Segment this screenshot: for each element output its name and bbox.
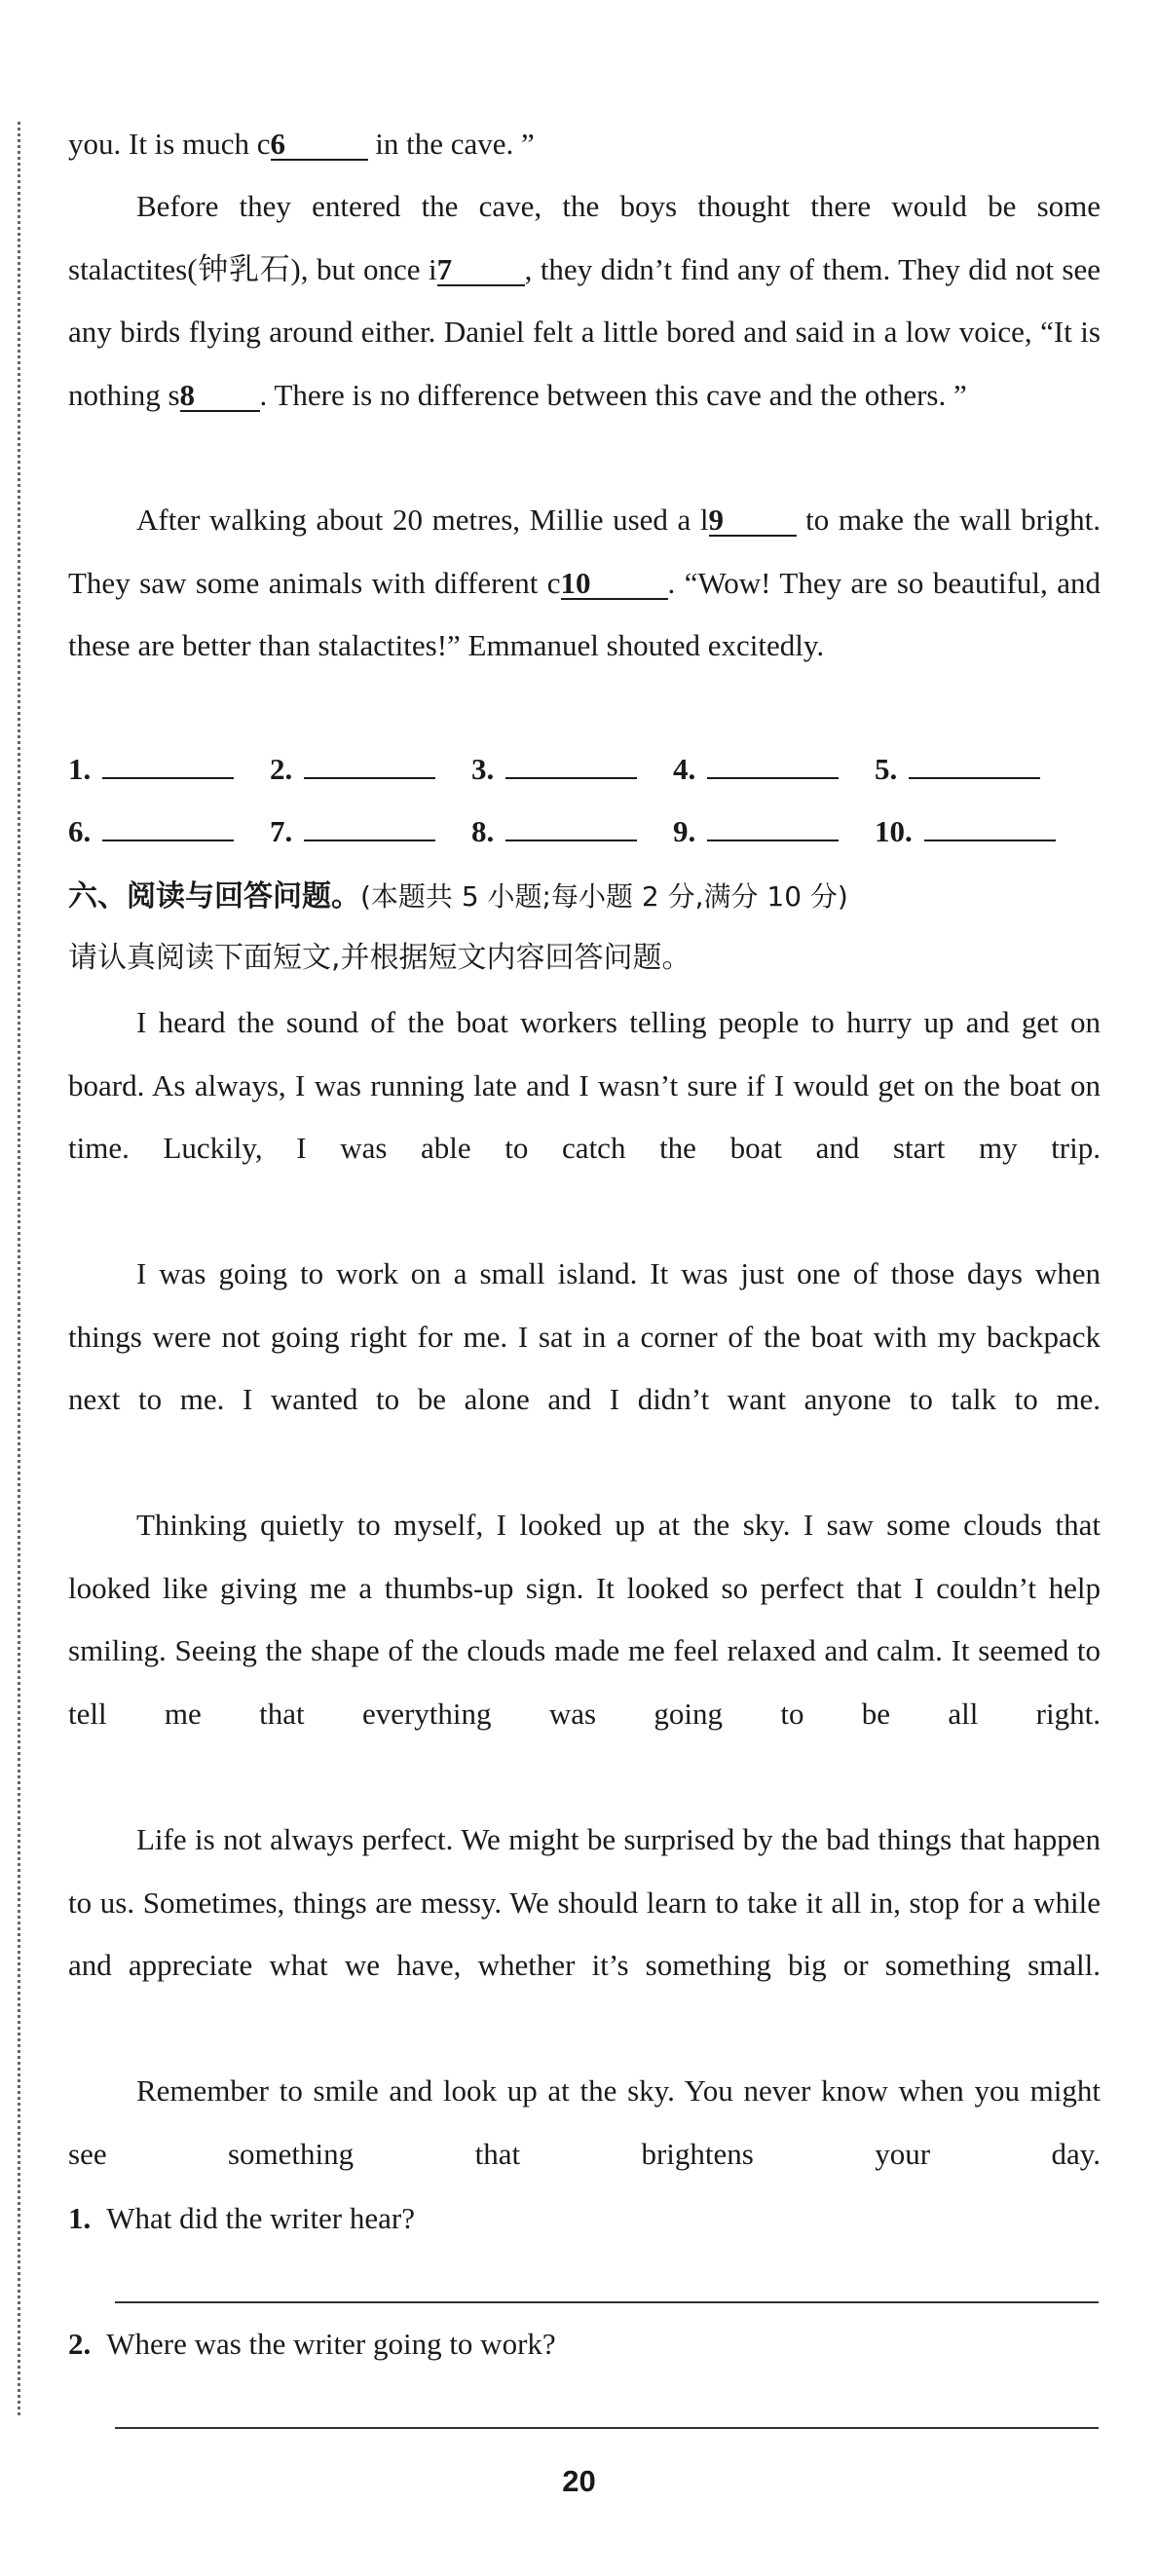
blank-7: 7: [437, 255, 525, 286]
answer-line[interactable]: [909, 748, 1040, 779]
answer-line-q1[interactable]: [115, 2301, 1099, 2303]
answer-slot[interactable]: 7.: [270, 810, 471, 849]
cloze-paragraph-2: Before they entered the cave, the boys thought there would be some stalactites(钟乳石), but once i7 , they didn’t find any of them. They did not see any birds flying around either. Daniel felt a little bored and said in a low voice, “It is nothing s8 . There is no difference between this cave and the others. ”: [68, 189, 1102, 412]
answer-slot[interactable]: 5.: [875, 748, 1076, 787]
blank-6: 6: [271, 130, 368, 161]
passage-paragraph-5: Remember to smile and look up at the sky. You never know when you might see something that brightens your day.: [68, 2073, 1101, 2171]
answer-line[interactable]: [707, 748, 839, 779]
passage-paragraph-4: Life is not always perfect. We might be surprised by the bad things that happen to us. Sometimes, things are messy. We should learn to take it all in, stop for a while and appreciate what we have, whether it’s something big or something small.: [68, 1822, 1101, 1982]
answer-line-q2[interactable]: [115, 2427, 1099, 2429]
answer-line[interactable]: [102, 748, 234, 779]
section-6-instruction: 请认真阅读下面短文,并根据短文内容回答问题。: [68, 941, 691, 975]
answer-slot[interactable]: 2.: [270, 748, 471, 787]
answer-slot[interactable]: 4.: [673, 748, 875, 787]
question-2: 2. Where was the writer going to work?: [68, 2327, 556, 2361]
answer-slot[interactable]: 3.: [471, 748, 673, 787]
passage-paragraph-3: Thinking quietly to myself, I looked up at the sky. I saw some clouds that looked like giving me a thumbs-up sign. It looked so perfect that I couldn’t help smiling. Seeing the shape of the clouds made me feel relaxed and calm. It seemed to tell me that everything was going to be all right.: [68, 1508, 1101, 1731]
passage-paragraph-1: I heard the sound of the boat workers telling people to hurry up and get on board. As always, I was running late and I wasn’t sure if I would get on the boat on time. Luckily, I was able to catch the boat and start my trip.: [68, 1005, 1101, 1165]
page-number: 20: [562, 2464, 596, 2498]
answer-slot[interactable]: 8.: [471, 810, 673, 849]
blank-9: 9: [709, 505, 797, 537]
answer-line[interactable]: [304, 748, 435, 779]
answer-slot[interactable]: 9.: [673, 810, 875, 849]
cloze-paragraph-1: you. It is much c6 in the cave. ”: [68, 127, 535, 161]
binding-margin-line: [18, 122, 20, 2415]
answer-line[interactable]: [505, 810, 637, 841]
cloze-paragraph-3: After walking about 20 metres, Millie used a l9 to make the wall bright. They saw some animals with different c10 . “Wow! They are so beautiful, and these are better than stalactites!” Emmanuel shouted excitedly.: [68, 503, 1101, 662]
blank-8: 8: [180, 381, 260, 412]
answer-slot[interactable]: 6.: [68, 810, 270, 849]
section-6-title: 六、阅读与回答问题。(本题共 5 小题;每小题 2 分,满分 10 分): [68, 879, 848, 914]
answer-line[interactable]: [707, 810, 839, 841]
question-1: 1. What did the writer hear?: [68, 2201, 415, 2235]
answer-row-2: [68, 810, 1076, 849]
answer-line[interactable]: [304, 810, 435, 841]
answer-line[interactable]: [924, 810, 1056, 841]
blank-10: 10: [561, 569, 668, 600]
passage-paragraph-2: I was going to work on a small island. It was just one of those days when things were not going right for me. I sat in a corner of the boat with my backpack next to me. I wanted to be alone and I didn’t want anyone to talk to me.: [68, 1256, 1101, 1416]
answer-slot[interactable]: 10.: [875, 810, 1076, 849]
answer-slot[interactable]: 1.: [68, 748, 270, 787]
answer-line[interactable]: [102, 810, 234, 841]
answer-row-1: [68, 748, 1076, 787]
answer-line[interactable]: [505, 748, 637, 779]
